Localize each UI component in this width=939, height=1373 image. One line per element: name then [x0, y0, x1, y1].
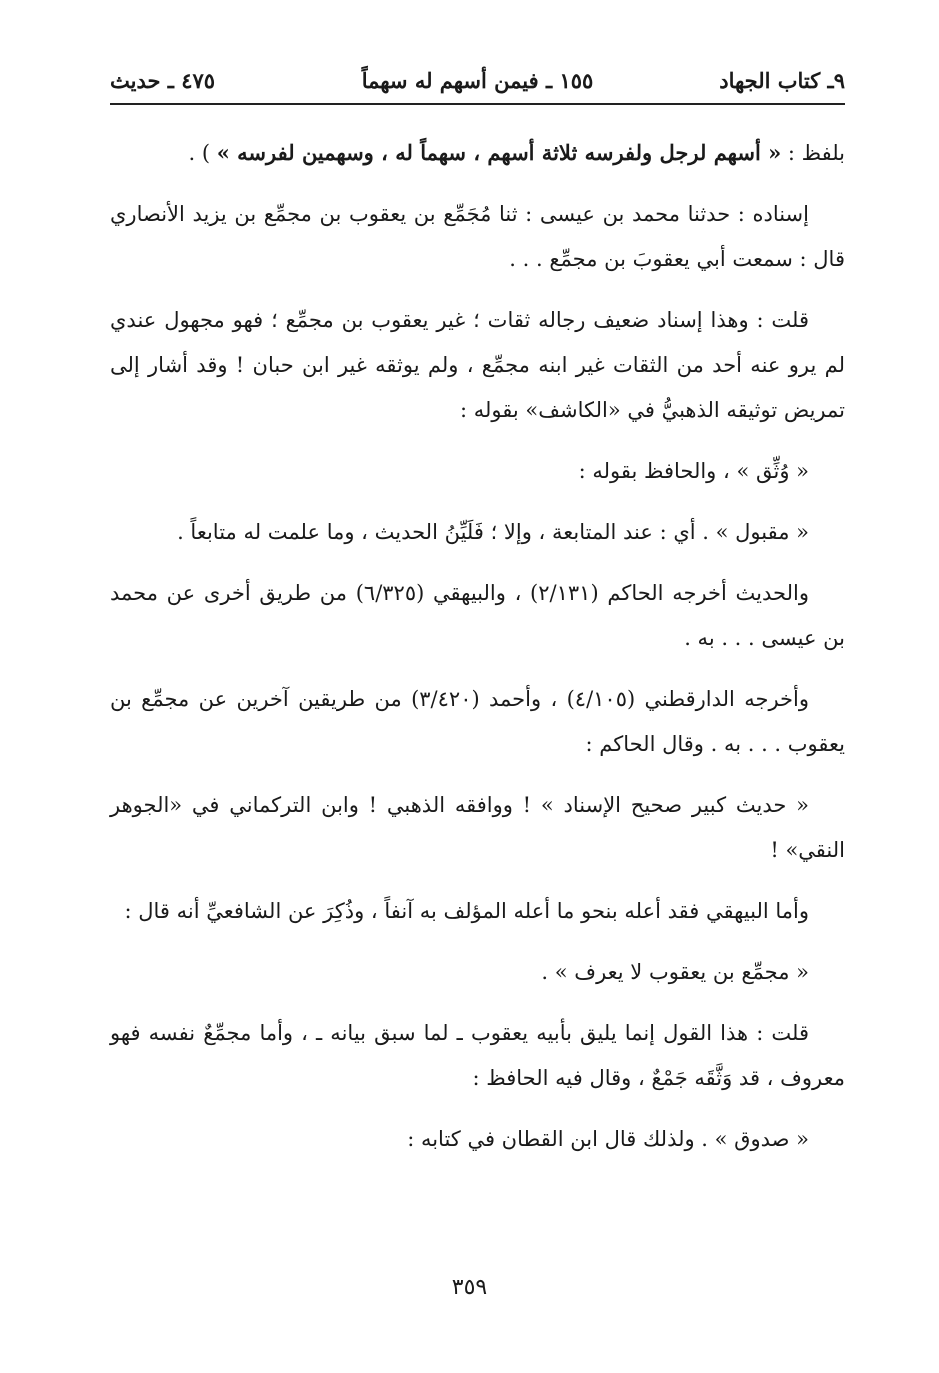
header-section: ١٥٥ ـ فيمن أسهم له سهماً: [361, 68, 594, 93]
paragraph-lafz: [110, 130, 845, 176]
paragraph-lafz-quote: « أسهم لرجل ولفرسه ثلاثة أسهم ، سهماً له ، وسهمين لفرسه »: [216, 140, 782, 165]
page-number: ٣٥٩: [451, 1275, 488, 1300]
page-body: [110, 130, 845, 1178]
paragraph-saduq: « صدوق » . ولذلك قال ابن القطان في كتابه :: [407, 1127, 809, 1151]
paragraph-lafz-suffix: ) .: [188, 141, 217, 165]
paragraph-la-yuraf: « مجمِّع بن يعقوب لا يعرف » .: [541, 960, 809, 984]
header-hadith-number: ٤٧٥ ـ حديث: [110, 68, 216, 93]
paragraph-qult-2: قلت : هذا القول إنما يليق بأبيه يعقوب ـ لما سبق بيانه ـ ، وأما مجمِّعٌ نفسه فهو معروف ، قد وَثَّقَه جَمْعٌ ، وقال فيه الحافظ :: [110, 1021, 845, 1090]
paragraph-hakim: والحديث أخرجه الحاكم (٢/١٣١) ، والبيهقي (٦/٣٢٥) من طريق أخرى عن محمد بن عيسى . . . به .: [110, 581, 845, 650]
paragraph-bayhaqi: وأما البيهقي فقد أعله بنحو ما أعله المؤلف به آنفاً ، وذُكِرَ عن الشافعيِّ أنه قال :: [124, 899, 809, 923]
paragraph-wuthiq: « وُثِّق » ، والحافظ بقوله :: [578, 459, 809, 483]
paragraph-hadith-kabir: « حديث كبير صحيح الإسناد » ! ووافقه الذهبي ! وابن التركماني في «الجوهر النقي» !: [110, 793, 845, 862]
header-chapter: ٩ـ كتاب الجهاد: [719, 68, 845, 93]
running-header: [110, 62, 845, 102]
paragraph-qult-1: قلت : وهذا إسناد ضعيف رجاله ثقات ؛ غير يعقوب بن مجمِّع ؛ فهو مجهول عندي لم يرو عنه أحد من الثقات غير ابنه مجمِّع ، ولم يوثقه غير ابن حبان ! وقد أشار إلى تمريض توثيقه الذهبيُّ في «الكاشف» بقوله :: [110, 308, 845, 422]
paragraph-maqbul: « مقبول » . أي : عند المتابعة ، وإلا ؛ فَلَيِّنُ الحديث ، وما علمت له متابعاً .: [177, 520, 809, 544]
paragraph-lafz-prefix: بلفظ :: [781, 141, 845, 165]
paragraph-isnad: إسناده : حدثنا محمد بن عيسى : ثنا مُجَمِّع بن يعقوب بن مجمِّع بن يزيد الأنصاري قال : سمعت أبي يعقوبَ بن مجمِّع . . .: [110, 202, 845, 271]
paragraph-daraqutni: وأخرجه الدارقطني (٤/١٠٥) ، وأحمد (٣/٤٢٠) من طريقين آخرين عن مجمِّع بن يعقوب . . . به . وقال الحاكم :: [110, 687, 845, 756]
header-divider: [110, 103, 845, 105]
